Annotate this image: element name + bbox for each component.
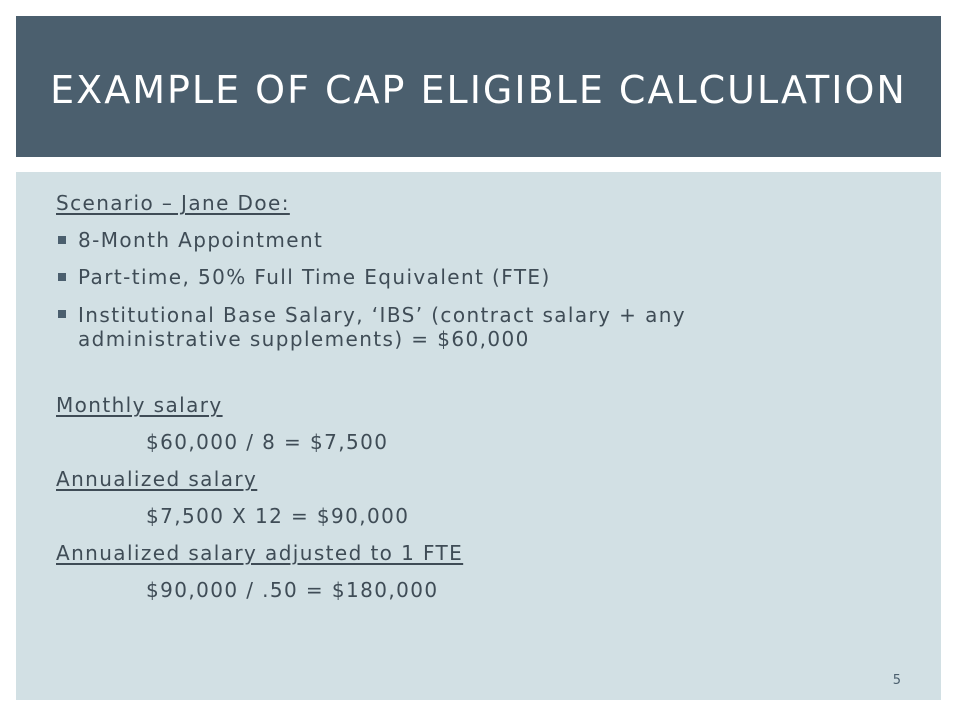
slide-body (56, 192, 906, 616)
bullet-item (56, 303, 906, 362)
square-bullet-icon (58, 273, 66, 281)
calc-label-annualized: Annualized salary (56, 467, 258, 491)
title-banner (16, 16, 941, 157)
content-panel (16, 172, 941, 700)
calc-label-monthly: Monthly salary (56, 393, 223, 417)
bullet-text: Institutional Base Salary, ‘IBS’ (contract salary + any administrative supplements) = $60,000 (78, 303, 687, 351)
calc-formula-adjusted: $90,000 / .50 = $180,000 (146, 578, 439, 602)
bullet-item (56, 229, 906, 266)
square-bullet-icon (58, 310, 66, 318)
scenario-heading: Scenario – Jane Doe: (56, 191, 290, 215)
square-bullet-icon (58, 236, 66, 244)
calc-formula-annualized: $7,500 X 12 = $90,000 (146, 504, 410, 528)
bullet-text: 8-Month Appointment (78, 228, 324, 252)
slide-title: EXAMPLE OF CAP ELIGIBLE CALCULATION (50, 67, 907, 112)
spacer (56, 362, 906, 394)
calc-label-adjusted: Annualized salary adjusted to 1 FTE (56, 541, 464, 565)
slide-number: 5 (892, 673, 901, 688)
bullet-text: Part-time, 50% Full Time Equivalent (FTE) (78, 265, 551, 289)
calc-formula-monthly: $60,000 / 8 = $7,500 (146, 430, 389, 454)
bullet-item (56, 266, 906, 303)
